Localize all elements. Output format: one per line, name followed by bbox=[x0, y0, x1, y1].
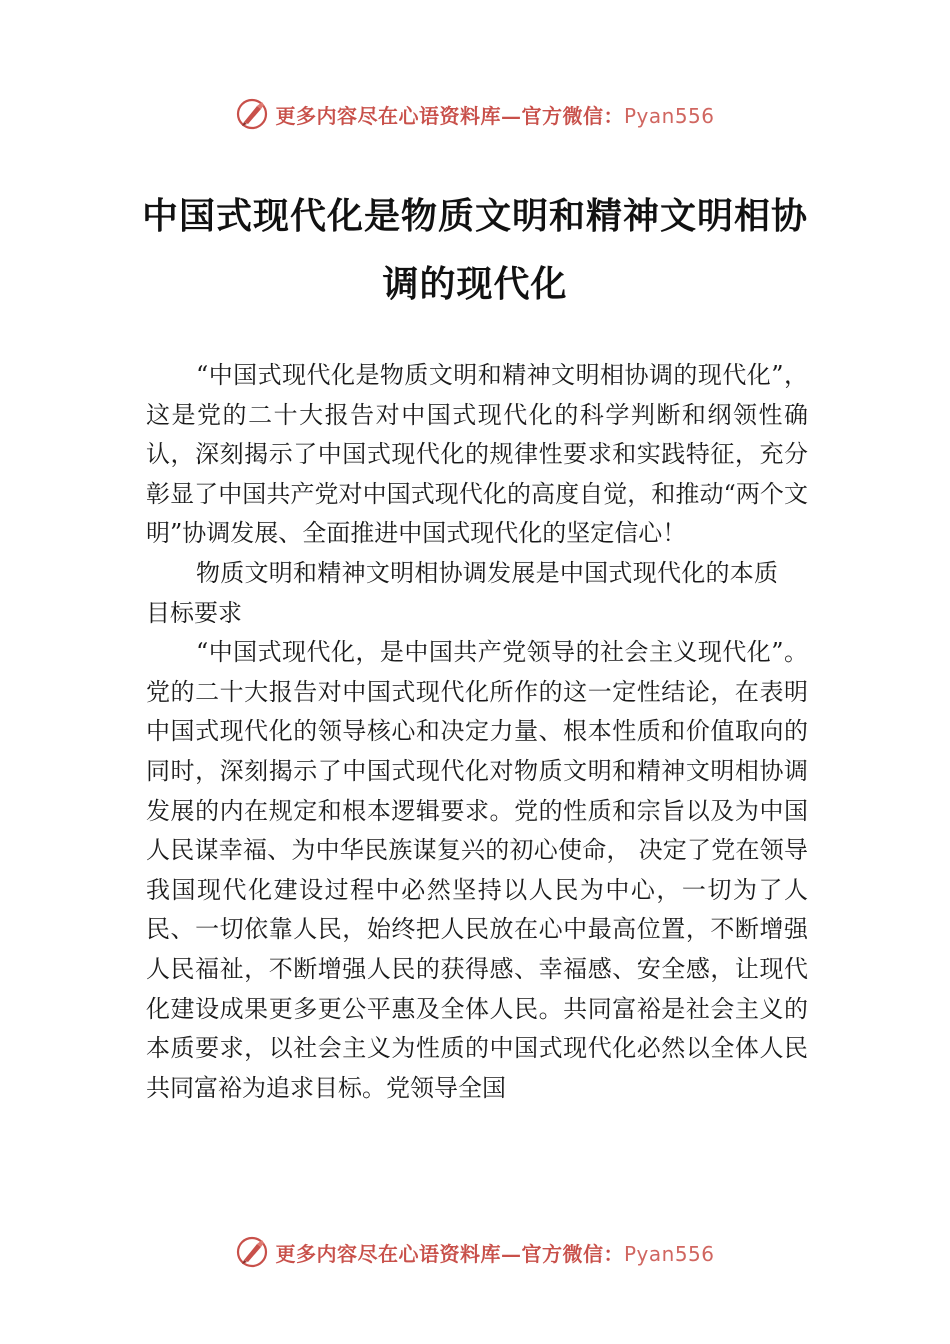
document-title-line-2: 调的现代化 bbox=[382, 264, 568, 305]
document-title-line-1: 中国式现代化是物质文明和精神文明相协 bbox=[141, 196, 808, 237]
paragraph-1: “中国式现代化是物质文明和精神文明相协调的现代化”，这是党的二十大报告对中国式现代化的科学判断和纲领性确认，深刻揭示了中国式现代化的规律性要求和实践特征，充分彰显了中国共产党对中国式现代化的高度自觉，和推动“两个文明”协调发展、全面推进中国式现代化的坚定信心！ bbox=[146, 361, 808, 548]
watermark-text: 更多内容尽在心语资料库—官方微信： bbox=[275, 103, 624, 128]
paragraph-3: “中国式现代化，是中国共产党领导的社会主义现代化”。党的二十大报告对中国式现代化所作的这一定性结论，在表明中国式现代化的领导核心和决定力量、根本性质和价值取向的同时，深刻揭示了中国式现代化对物质文明和精神文明相协调发展的内在规定和根本逻辑要求。党的性质和宗旨以及为中国人民谋幸福、为中华民族谋复兴的初心使命， 决定了党在领导我国现代化建设过程中必然坚持以人民为中心，一切为了人民、一切依靠人民，始终把人民放在心中最高位置，不断增强人民福祉，不断增强人民的获得感、幸福感、安全感，让现代化建设成果更多更公平惠及全体人民。共同富裕是社会主义的本质要求，以社会主义为性质的中国式现代化必然以全体人民共同富裕为追求目标。党领导全国 bbox=[146, 638, 808, 1102]
watermark-wechat-id: Pyan556 bbox=[623, 103, 715, 128]
watermark-text: 更多内容尽在心语资料库—官方微信： bbox=[275, 1241, 624, 1266]
paragraph-2-subheading: 物质文明和精神文明相协调发展是中国式现代化的本质目标要求 bbox=[146, 558, 778, 627]
header-watermark bbox=[0, 96, 950, 132]
document-body bbox=[146, 356, 808, 1108]
quill-pen-logo-icon bbox=[235, 97, 269, 131]
quill-pen-logo-icon bbox=[235, 1235, 269, 1269]
footer-watermark bbox=[0, 1234, 950, 1270]
watermark-wechat-id: Pyan556 bbox=[623, 1241, 715, 1266]
